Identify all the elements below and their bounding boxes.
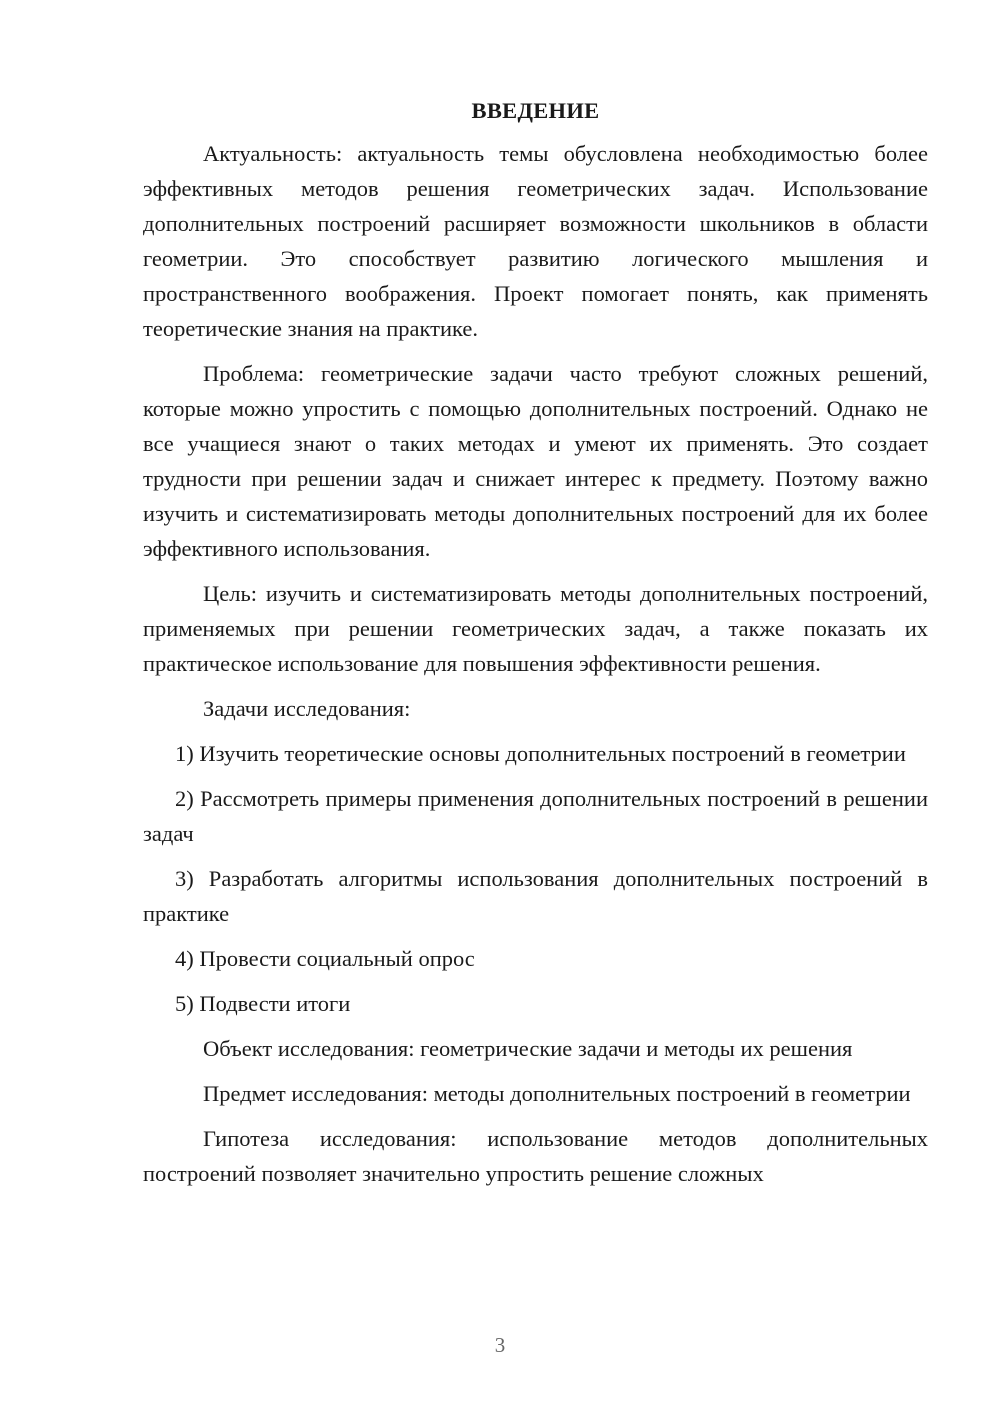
task-item-1: 1) Изучить теоретические основы дополнительных построений в геометрии <box>175 741 906 766</box>
page-title: ВВЕДЕНИЕ <box>471 98 600 123</box>
paragraph-hypothesis: Гипотеза исследования: использование методов дополнительных построений позволяет значительно упростить решение сложных <box>143 1126 928 1186</box>
task-item-3: 3) Разработать алгоритмы использования дополнительных построений в практике <box>143 866 928 926</box>
task-item-5: 5) Подвести итоги <box>175 991 351 1016</box>
paragraph-relevance: Актуальность: актуальность темы обусловлена необходимостью более эффективных методов решения геометрических задач. Использование дополнительных построений расширяет возможности школьников в области геометрии. Это способствует развитию логического мышления и пространственного воображения. Проект помогает понять, как применять теоретические знания на практике. <box>143 141 928 341</box>
paragraph-subject: Предмет исследования: методы дополнительных построений в геометрии <box>203 1081 911 1106</box>
page-number: 3 <box>494 1333 506 1357</box>
task-item-4: 4) Провести социальный опрос <box>175 946 475 971</box>
paragraph-goal: Цель: изучить и систематизировать методы дополнительных построений, применяемых при решении геометрических задач, а также показать их практическое использование для повышения эффективности решения. <box>143 581 928 676</box>
tasks-heading: Задачи исследования: <box>203 696 411 721</box>
task-item-2: 2) Рассмотреть примеры применения дополнительных построений в решении задач <box>143 786 928 846</box>
paragraph-problem: Проблема: геометрические задачи часто требуют сложных решений, которые можно упростить с помощью дополнительных построений. Однако не все учащиеся знают о таких методах и умеют их применять. Это создает трудности при решении задач и снижает интерес к предмету. Поэтому важно изучить и систематизировать методы дополнительных построений для их более эффективного использования. <box>143 361 928 561</box>
paragraph-object: Объект исследования: геометрические задачи и методы их решения <box>203 1036 853 1061</box>
page-content <box>143 96 928 1201</box>
